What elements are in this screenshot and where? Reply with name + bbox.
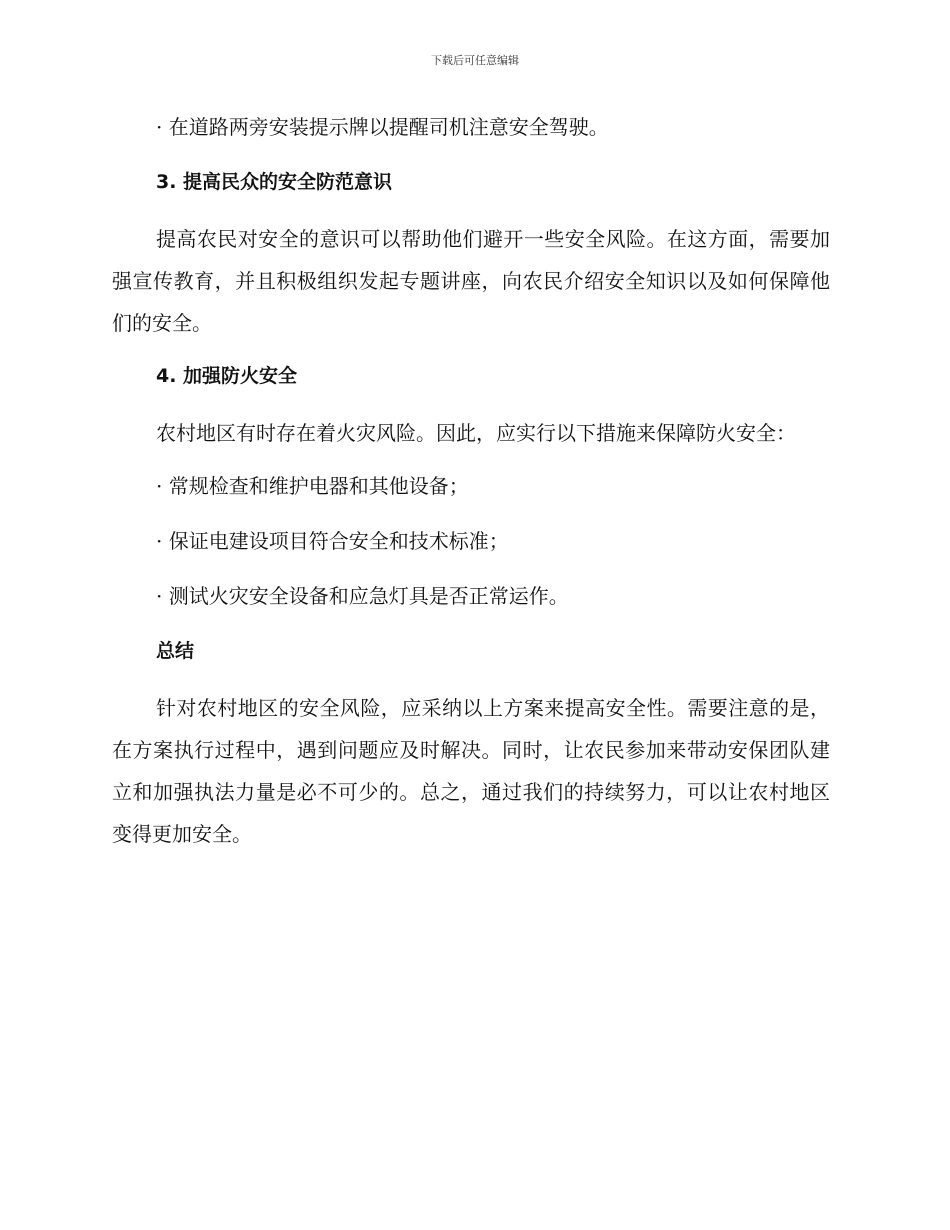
- bullet-item: · 在道路两旁安装提示牌以提醒司机注意安全驾驶。: [156, 115, 609, 139]
- bullet-item: · 常规检查和维护电器和其他设备；: [156, 474, 469, 498]
- bullet-item: · 测试火灾安全设备和应急灯具是否正常运作。: [156, 584, 569, 608]
- section-paragraph-4: 农村地区有时存在着火灾风险。因此，应实行以下措施来保障防火安全：: [156, 421, 796, 445]
- section-heading-4: 4. 加强防火安全: [156, 365, 298, 387]
- section-heading-3: 3. 提高民众的安全防范意识: [156, 171, 393, 193]
- section-paragraph-3: 提高农民对安全的意识可以帮助他们避开一些安全风险。在这方面，需要加强宣传教育，并且积极组织发起专题讲座，向农民介绍安全知识以及如何保障他们的安全。: [112, 227, 830, 335]
- summary-heading: 总结: [156, 640, 195, 662]
- page-header: 下载后可任意编辑: [431, 54, 519, 67]
- summary-paragraph: 针对农村地区的安全风险，应采纳以上方案来提高安全性。需要注意的是，在方案执行过程中，遇到问题应及时解决。同时，让农民参加来带动安保团队建立和加强执法力量是必不可少的。总之，通过我们的持续努力，可以让农村地区变得更加安全。: [112, 696, 830, 846]
- bullet-item: · 保证电建设项目符合安全和技术标准；: [156, 529, 509, 553]
- document-body: [112, 108, 830, 868]
